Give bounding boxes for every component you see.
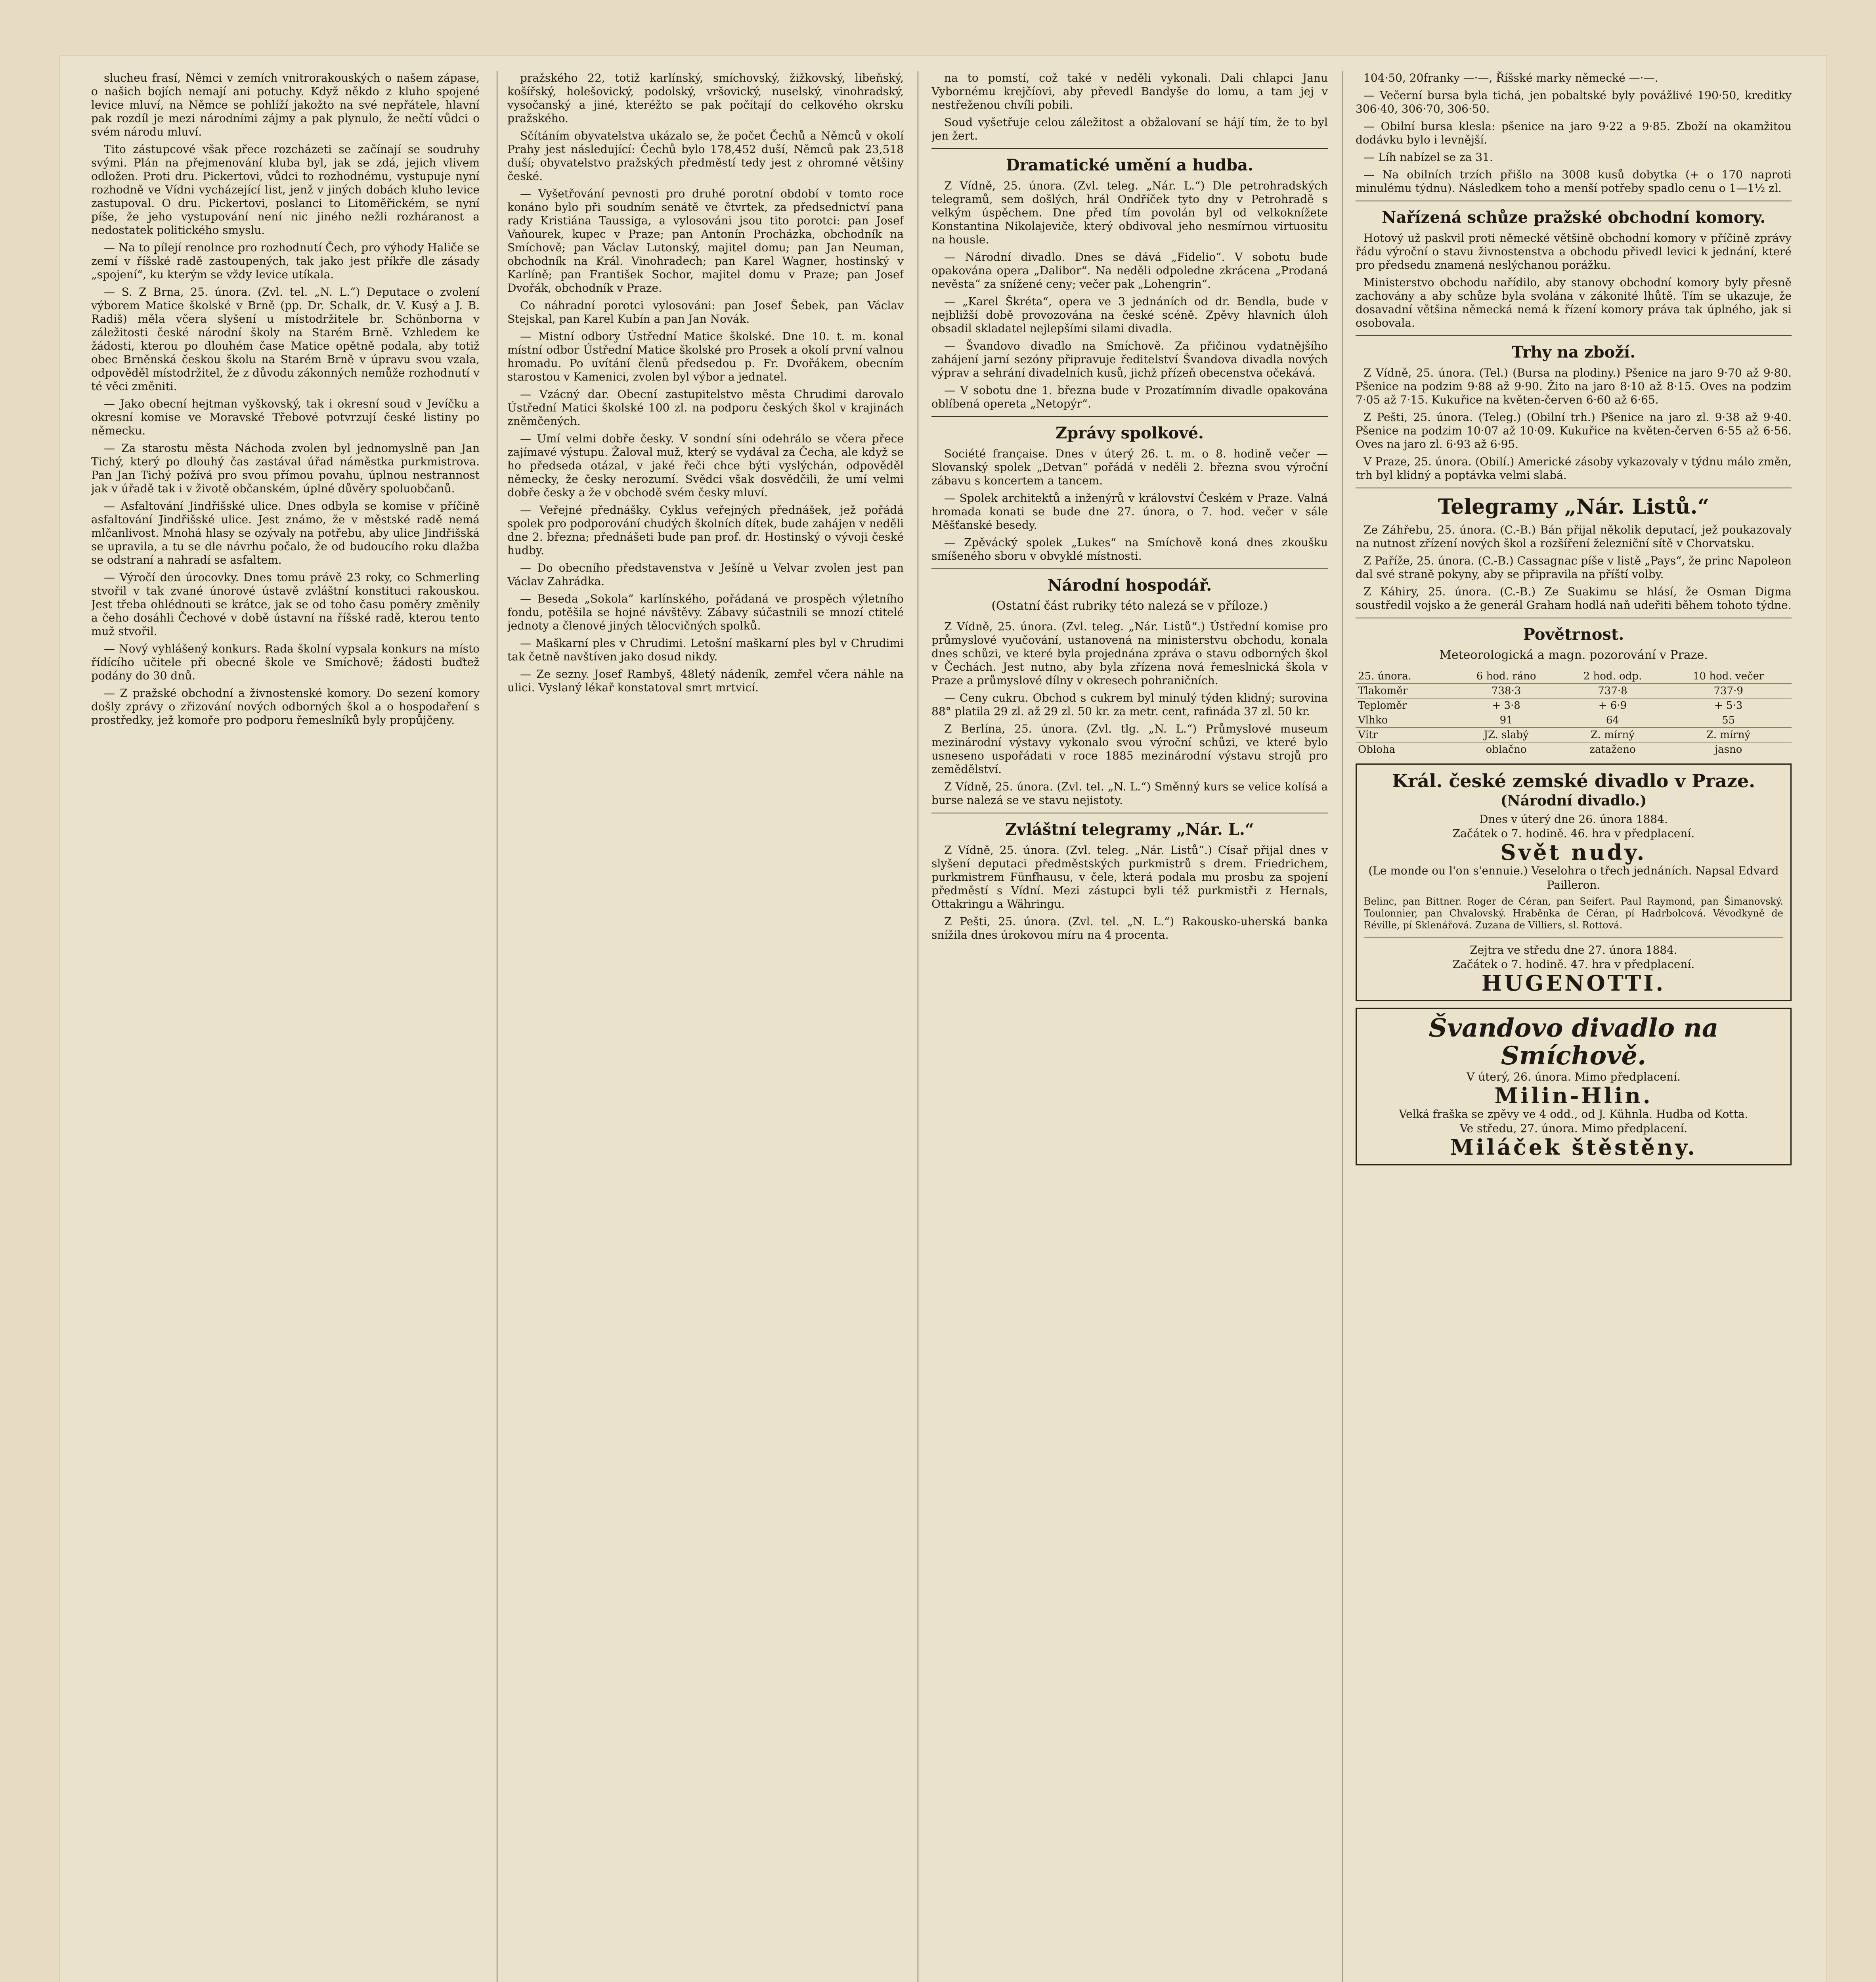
play-subtitle: Velká fraška se zpěvy ve 4 odd., od J. Kühnla. Hudba od Kotta. [1399, 1108, 1748, 1121]
weather-cell: zataženo [1560, 742, 1666, 757]
article-paragraph: Z Vídně, 25. února. (Zvl. teleg. „Nár. L.“) Dle petrohradských telegramů, sem došlých, hrál Ondříček tyto dny v Petrohradě s velkým úspěchem. Dne před tím povolán byl od velkoknížete Konstantina Nikolajeviče, který obdivoval jeho nesmírnou virtuositu na housle. [931, 179, 1328, 246]
article-paragraph: Z Vídně, 25. února. (Tel.) (Bursa na plodiny.) Pšenice na jaro 9·70 až 9·80. Pšenice na podzim 9·88 až 9·90. Žito na jaro 8·10 až 8·15. Oves na podzim 7·05 až 7·15. Kukuřice na květen-červen 6·60 až 6·65. [1356, 366, 1792, 406]
play-title: Milin-Hlin. [1494, 1083, 1653, 1108]
article-paragraph: Z Káhiry, 25. února. (C.-B.) Ze Suakimu se hlásí, že Osman Digma soustředil vojsko a že generál Graham hodlá naň udeřiti během tohoto týdne. [1356, 585, 1792, 612]
weather-header-cell: 2 hod. odp. [1560, 669, 1666, 684]
section-heading-telegrams: Telegramy „Nár. Listů.“ [1438, 495, 1710, 519]
weather-cell: 91 [1453, 713, 1560, 728]
weather-row [1356, 742, 1792, 757]
weather-cell: JZ. slabý [1453, 728, 1560, 742]
theater-time: Začátek o 7. hodině. 47. hra v předplacení. [1452, 958, 1695, 971]
theater-announcement-national [1356, 763, 1792, 1001]
weather-cell: 738·3 [1453, 684, 1560, 698]
article-paragraph: — Jako obecní hejtman vyškovský, tak i okresní soud v Jevíčku a okresní komise ve Moravské Třebové potvrzují české listiny po německu. [91, 397, 480, 437]
theater-date: Zejtra ve středu dne 27. února 1884. [1470, 943, 1677, 957]
section-heading-chamber: Nařízená schůze pražské obchodní komory. [1381, 208, 1766, 227]
theater-date: Ve středu, 27. února. Mimo předplacení. [1459, 1122, 1688, 1135]
play-title: Miláček štěstěny. [1450, 1134, 1697, 1160]
article-paragraph: — Zpěvácký spolek „Lukes“ na Smíchově koná dnes zkoušku smíšeného sboru v obvyklé místnosti. [931, 536, 1328, 562]
section-heading-clubs: Zprávy spolkové. [1056, 424, 1204, 442]
article-paragraph: — Národní divadlo. Dnes se dává „Fidelio“. V sobotu bude opakována opera „Dalibor“. Na neděli odpoledne zkrácena „Prodaná nevěsta“ za snížené ceny; večer pak „Lohengrin“. [931, 251, 1328, 291]
article-paragraph: na to pomstí, což také v neděli vykonali. Dali chlapci Janu Vybornému krejčíovi, aby převedl Bandyše do lomu, a tam jej v nestřeženou chvíli pobili. [931, 71, 1328, 111]
article-paragraph: Z Pešti, 25. února. (Teleg.) (Obilní trh.) Pšenice na jaro zl. 9·38 až 9·40. Pšenice na podzim 10·07 až 10·09. Kukuřice na květen-červen 6·55 až 6·56. Oves na jaro zl. 6·93 až 6·95. [1356, 411, 1792, 451]
weather-cell: oblačno [1453, 742, 1560, 757]
theater-title: Král. české zemské divadlo v Praze. [1392, 770, 1756, 792]
article-paragraph: pražského 22, totiž karlínský, smíchovský, žižkovský, libeňský, košířský, holešovický, podolský, vršovický, nuselský, vinohradský, vysočanský a jiné, kteréžto se pak počítají do celkového okrsku pražského. [507, 71, 904, 125]
article-paragraph: Soud vyšetřuje celou záležitost a obžalovaní se hájí tím, že to byl jen žert. [931, 116, 1328, 142]
weather-cell: 737·8 [1560, 684, 1666, 698]
weather-cell: 64 [1560, 713, 1666, 728]
article-paragraph: — Švandovo divadlo na Smíchově. Za přičinou vydatnějšího zahájení jarní sezóny připravuje ředitelství Švandova divadla nových výprav a sehrání divadelních kusů, jichž přízeň obecenstva očekává. [931, 339, 1328, 379]
weather-table [1356, 669, 1792, 757]
weather-header-row [1356, 669, 1792, 684]
article-paragraph: Tito zástupcové však přece rozcházeti se začínají se soudruhy svými. Plán na přejmenování kluba byl, jak se zdá, jejich vlivem odložen. Proti dru. Pickertovi, vůdci to rozhodnému, vystupuje nyní rozhodně ve Vídni vycházející list, jenž v jiných dobách kluho levice zastupoval. O dru. Pickertovi, poslanci to Litoměřickém, se nyní píše, že jeho vystupování není nic jiného nežli rozháranost a nedostatek politického smyslu. [91, 143, 480, 237]
weather-row [1356, 684, 1792, 698]
weather-subheading: Meteorologická a magn. pozorování v Praze. [1439, 648, 1708, 662]
weather-cell: Z. mírný [1665, 728, 1792, 742]
article-paragraph: Z Pešti, 25. února. (Zvl. tel. „N. L.“) Rakousko-uherská banka snížila dnes úrokovou míru na 4 procenta. [931, 915, 1328, 941]
article-paragraph: Société française. Dnes v úterý 26. t. m. o 8. hodině večer — Slovanský spolek „Detvan“ pořádá v neděli 2. března svou výroční zábavu s koncertem a tancem. [931, 447, 1328, 487]
theater-announcement-svanda [1356, 1008, 1792, 1165]
article-paragraph: — Za starostu města Náchoda zvolen byl jednomyslně pan Jan Tichý, který po dlouhý čas zastával úřad náměstka purkmistrova. Pan Jan Tichý požívá pro svou přímou povahu, úplnou nestrannost jak v úřadě tak i v životě občanském, úplné důvěry spoluobčanů. [91, 442, 480, 495]
article-paragraph: — Výročí den úrocovky. Dnes tomu právě 23 roky, co Schmerling stvořil v tak zvané únorové ústavě zvláštní konstituci rakouskou. Jest třeba ohlédnouti se krátce, jak se od toho času poměry změnily a čeho dosáhli Čechové v době ústavní na říšské radě, kterou tento muž stvořil. [91, 571, 480, 638]
article-paragraph: Ze Záhřebu, 25. února. (C.-B.) Bán přijal několik deputací, jež poukazovaly na nutnost zřízení nových škol a rozšíření železniční sítě v Chorvatsku. [1356, 523, 1792, 550]
weather-cell: + 5·3 [1665, 698, 1792, 713]
play-title: HUGENOTTI. [1481, 970, 1666, 996]
weather-cell: Z. mírný [1560, 728, 1666, 742]
article-paragraph: — V sobotu dne 1. března bude v Prozatímním divadle opakována oblíbená opereta „Netopýr“. [931, 384, 1328, 410]
article-paragraph: — Do obecního představenstva v Ješíně u Velvar zvolen jest pan Václav Zahrádka. [507, 561, 904, 588]
article-paragraph: — Spolek architektů a inženýrů v království Českém v Praze. Valná hromada konati se bude dne 27. února, o 7. hod. večer v sále Měšťanské besedy. [931, 492, 1328, 532]
weather-cell: Vlhko [1356, 713, 1453, 728]
article-paragraph: — Nový vyhlášený konkurs. Rada školní vypsala konkurs na místo řídícího učitele při obecné škole ve Smíchově; žádosti buďtež podány do 30 dnů. [91, 642, 480, 682]
section-divider [1356, 335, 1792, 336]
article-paragraph: — Veřejné přednášky. Cyklus veřejných přednášek, jež pořádá spolek pro podporování chudých školních dítek, bude zahájen v neděli dne 2. března; přednášeti bude pan prof. dr. Hostinský o vývoji české hudby. [507, 503, 904, 557]
section-divider [931, 148, 1328, 149]
market-paragraph: — Líh nabízel se za 31. [1363, 151, 1493, 164]
article-paragraph: V Praze, 25. února. (Obilí.) Americké zásoby vykazovaly v týdnu málo změn, trh byl klidný a poptávka velmi slabá. [1356, 455, 1792, 482]
market-paragraph: — Večerní bursa byla tichá, jen pobaltské byly povážlivé 190·50, kreditky 306·40, 306·70, 306·50. [1356, 89, 1792, 115]
article-paragraph: Hotový už paskvil proti německé většině obchodní komory v příčině zprávy řádu výroční o stavu živnostenstva a obchodu přivedl levici k jednání, které pro předsedu znamená neslýchanou porážku. [1356, 231, 1792, 272]
weather-cell: Vítr [1356, 728, 1453, 742]
weather-heading: Povětrnost. [1523, 625, 1624, 644]
article-paragraph: — Z pražské obchodní a živnostenské komory. Do sezení komory došly zprávy o zřizování nových odborných škol a o hospodaření s prostředky, jež komoře pro podporu řemeslníků byly propůjčeny. [91, 687, 480, 727]
section-heading-economy: Národní hospodář. [1047, 576, 1212, 595]
weather-cell: Teploměr [1356, 698, 1453, 713]
play-cast: Belinc, pan Bittner. Roger de Céran, pan Seifert. Paul Raymond, pan Šimanovský. Toulonnier, pan Chvalovský. Hraběnka de Céran, pí Hadrbolcová. Vévodkyně de Réville, pí Sklenářová. Zuzana de Villiers, sl. Rottová. [1364, 896, 1783, 931]
article-paragraph: — „Karel Škréta“, opera ve 3 jednáních od dr. Bendla, bude v nejbližší době provozována na české scéně. Zpěvy hlavních úloh obsadil skladatel nejlepšími silami divadla. [931, 295, 1328, 335]
article-paragraph: — Vyšetřování pevnosti pro druhé porotní období v tomto roce konáno bylo při soudním senátě ve čtvrtek, za předsednictví pana rady Kristiána Taussiga, a vylosováni jsou tito porotci: pan Josef Vaňourek, kupec v Praze; pan Antonín Procházka, obchodník na Smíchově; pan Václav Lutonský, majitel domu; pan Jan Neuman, obchodník na Král. Vinohradech; pan Karel Wagner, hostinský v Karlíně; pan František Sochor, majitel domu v Praze; pan Josef Dvořák, obchodník v Praze. [507, 187, 904, 295]
market-paragraph: — Obilní bursa klesla: pšenice na jaro 9·22 a 9·85. Zboží na okamžitou dodávku bylo i levnější. [1356, 120, 1792, 146]
article-paragraph: — Asfaltování Jindřišské ulice. Dnes odbyla se komise v příčině asfaltování Jindřišské ulice. Jest známo, že v městské radě nemá mlčanlivost. Mnohá hlasy se ozývaly na potřebu, aby ulice Jindřišská se upravila, a tu se dle návrhu počalo, že od budoucího roku dlažba se odstraní a nahradí se asfaltem. [91, 499, 480, 566]
article-paragraph: — Ze sezny. Josef Rambyš, 48letý nádeník, zemřel včera náhle na ulici. Vyslaný lékař konstatoval smrt mrtvicí. [507, 668, 904, 694]
article-paragraph: Z Vídně, 25. února. (Zvl. teleg. „Nár. Listů“.) Ústřední komise pro průmyslové vyučování, ustanovená na ministerstvu obchodu, konala dnes schůzi, ve které byla projednána zpráva o stavu odborných škol v Čechách. Jest nutno, aby byla zřízena nová řemeslnická škola v Praze a průmyslové dílny v okresech pohraničních. [931, 620, 1328, 687]
column-2 [507, 71, 904, 1982]
article-paragraph: Sčítáním obyvatelstva ukázalo se, že počet Čechů a Němců v okolí Prahy jest následující: Čechů bylo 178,452 duší, Němců pak 23,518 duší; obyvatelstvo pražských předměstí tedy jest z ohromné většiny české. [507, 129, 904, 183]
section-subheading: (Ostatní část rubriky této nalezá se v příloze.) [991, 599, 1268, 613]
newspaper-page [59, 55, 1827, 1982]
theater-date: V úterý, 26. února. Mimo předplacení. [1467, 1070, 1681, 1083]
weather-row [1356, 713, 1792, 728]
article-paragraph: slucheu frasí, Němci v zemích vnitrorakouských o našem zápase, o našich bojích nemají ani potuchy. Když někdo z kluho spojené levice mluví, na Němce se pohlíží jakožto na své nepřátele, hlavní pak rozdíl je mezi národními zájmy a pak plynulo, že nečtí vůdci o svém národu mluví. [91, 71, 480, 138]
weather-cell: 737·9 [1665, 684, 1792, 698]
article-paragraph: Z Vídně, 25. února. (Zvl. teleg. „Nár. Listů“.) Císař přijal dnes v slyšení deputaci předměstských purkmistrů s drem. Friedrichem, purkmistrem Fünfhausu, v čele, která podala mu prosbu za spojení předměstí s Vídní. Mezi zástupci byli též purkmistři z Hernals, Ottakringu a Währingu. [931, 844, 1328, 911]
theater-title: Švandovo divadlo na Smíchově. [1429, 1013, 1719, 1071]
weather-header-cell: 25. února. [1356, 669, 1453, 684]
article-paragraph: Z Vídně, 25. února. (Zvl. tel. „N. L.“) Směnný kurs se velice kolísá a burse nalezá se ve stavu nejistoty. [931, 780, 1328, 807]
section-heading-telegrams: Zvláštní telegramy „Nár. L.“ [1005, 820, 1254, 839]
article-paragraph: — Na to pílejí renolnce pro rozhodnutí Čech, pro výhody Haliče se zemí v říšské radě zastoupených, tak jako jest příkře dle zásady „spojení“, ku kterým se vždy levice utíkala. [91, 241, 480, 281]
weather-row [1356, 698, 1792, 713]
article-paragraph: — Umí velmi dobře česky. V sondní síni odehrálo se včera přece zajímavé výstupu. Žaloval muž, který se vydával za Čecha, ale když se ho předseda otázal, v jaké řeči chce býti vyslýchán, odpověděl německy, že česky nerozumí. Svědci však dosvědčili, že umí velmi dobře česky a že v obchodě svém česky mluví. [507, 432, 904, 499]
weather-row [1356, 728, 1792, 742]
article-paragraph: — Beseda „Sokola“ karlínského, pořádaná ve prospěch výletního fondu, potěšila se hojné návštěvy. Zábavy súčastnili se mnozí ctitelé jednoty a členové jiných tělocvičných spolků. [507, 592, 904, 632]
weather-cell: Obloha [1356, 742, 1453, 757]
weather-cell: + 6·9 [1560, 698, 1666, 713]
market-paragraph: 104·50, 20franky —·—, Říšské marky německé —·—. [1363, 71, 1658, 84]
article-paragraph: — Maškarní ples v Chrudimi. Letošní maškarní ples byl v Chrudimi tak četně navštíven jako dosud nikdy. [507, 637, 904, 663]
weather-cell: Tlakoměr [1356, 684, 1453, 698]
article-paragraph: — Mistní odbory Ústřední Matice školské. Dne 10. t. m. konal místní odbor Ústřední Matice školské pro Prosek a okolí první valnou hromadu. Po uvítání členů předsedou p. Fr. Dvořákem, obecním starostou v Kamenici, zvolen byl výbor a jednatel. [507, 330, 904, 383]
section-divider [931, 568, 1328, 569]
section-divider [931, 416, 1328, 417]
play-title: Svět nudy. [1500, 840, 1647, 865]
weather-header-cell: 10 hod. večer [1665, 669, 1792, 684]
market-paragraph: — Na obilních trzích přišlo na 3008 kusů dobytka (+ o 170 naproti minulému týdnu). Následkem toho a menší potřeby spadlo cenu o 1—1½ zl. [1356, 168, 1792, 195]
theater-subtitle: (Národní divadlo.) [1500, 792, 1647, 809]
article-paragraph: Z Berlína, 25. února. (Zvl. tlg. „N. L.“) Průmyslové museum mezinárodní výstavy vykonalo svou výroční schůzi, ve které bylo usneseno uspořádati v roce 1885 mezinárodní výstavu strojů pro zemědělství. [931, 722, 1328, 776]
article-paragraph: — S. Z Brna, 25. února. (Zvl. tel. „N. L.“) Deputace o zvolení výborem Matice školské v Brně (pp. Dr. Schalk, dr. V. Kusý a J. B. Radiš) měla včera slyšení u místodržitele br. Schönborna v záležitosti české národní školy na Starém Brně. Vzhledem ke žádosti, kterou po dlouhém čase Matice opětně podala, aby totiž obec Brněnská českou školu na Starém Brně v úpravu svou vzala, odpověděl místodržitel, že z důvodu zákonných nemůže rozhodnutí v té věci změniti. [91, 285, 480, 393]
column-1 [91, 71, 480, 1982]
article-paragraph: — Ceny cukru. Obchod s cukrem byl minulý týden klidný; surovina 88° platila 29 zl. až 29 zl. 50 kr. za metr. cent, rafináda 37 zl. 50 kr. [931, 691, 1328, 718]
weather-cell: + 3·8 [1453, 698, 1560, 713]
article-paragraph: Co náhradní porotci vylosováni: pan Josef Šebek, pan Václav Stejskal, pan Karel Kubín a pan Jan Novák. [507, 299, 904, 325]
column-4 [1356, 71, 1792, 1982]
column-3 [931, 71, 1328, 1982]
section-heading-drama: Dramatické umění a hudba. [1006, 156, 1253, 174]
theater-time: Začátek o 7. hodině. 46. hra v předplacení. [1452, 827, 1695, 840]
weather-cell: 55 [1665, 713, 1792, 728]
section-heading-markets: Trhy na zboží. [1511, 343, 1636, 362]
weather-header-cell: 6 hod. ráno [1453, 669, 1560, 684]
article-paragraph: Ministerstvo obchodu nařídilo, aby stanovy obchodní komory byly přesně zachovány a aby schůze byla svolána v zákonité lhůtě. Tím se ukazuje, že dosavadní většina německá nemá k řízení komory práva tak úplného, jak si osobovala. [1356, 276, 1792, 329]
play-subtitle: (Le monde ou l'on s'ennuie.) Veselohra o třech jednáních. Napsal Edvard Pailleron. [1368, 864, 1779, 892]
article-paragraph: Z Paříže, 25. února. (C.-B.) Cassagnac píše v listě „Pays“, že princ Napoleon dal své straně pokyny, aby se připravila na příští volby. [1356, 554, 1792, 581]
theater-date: Dnes v úterý dne 26. února 1884. [1479, 813, 1668, 826]
article-paragraph: — Vzácný dar. Obecní zastupitelstvo města Chrudimi darovalo Ústřední Matici školské 100 zl. na podporu českých škol v krajinách zněmčených. [507, 388, 904, 428]
weather-cell: jasno [1665, 742, 1792, 757]
